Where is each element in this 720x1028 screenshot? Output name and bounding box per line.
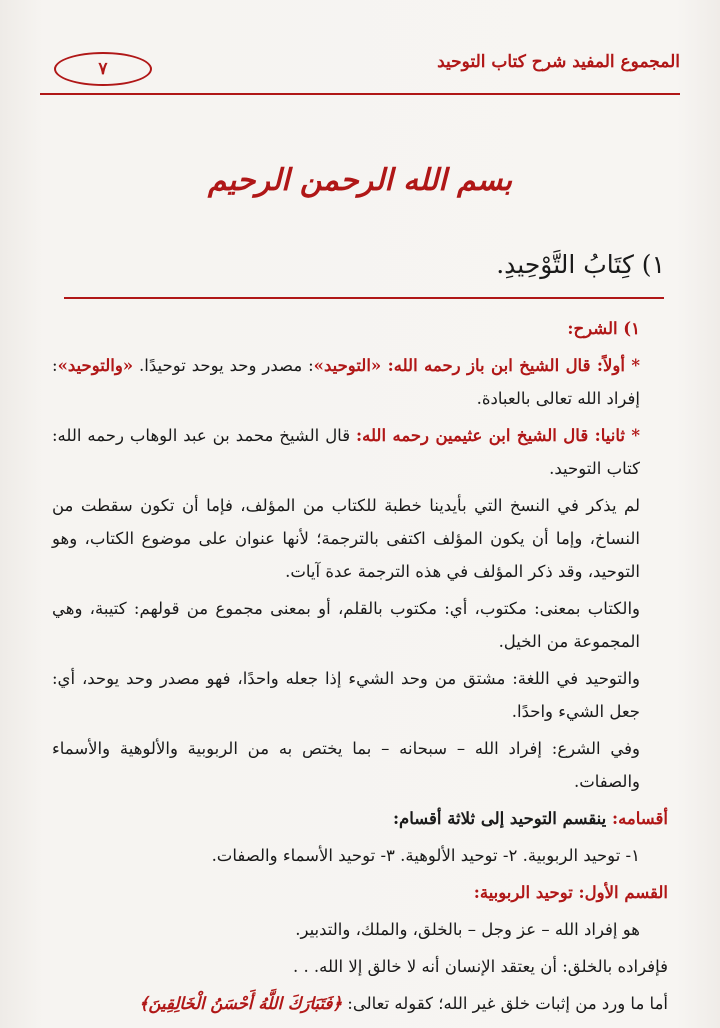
ibn-baz-rest: : إفراد الله تعالى بالعبادة. xyxy=(52,356,640,408)
basmala-calligraphy: بسم الله الرحمن الرحيم xyxy=(207,162,513,198)
paragraph-kitab-meaning: والكتاب بمعنى: مكتوب، أي: مكتوب بالقلم، أو بمعنى مجموع من قولهم: كتيبة، وهي المجموعة من الخيل. xyxy=(52,599,640,651)
paragraph-ibn-uthaymin xyxy=(52,419,668,485)
paragraph-creation: فإفراده بالخلق: أن يعتقد الإنسان أنه لا خالق إلا الله. . . xyxy=(292,957,668,976)
paragraph-rububiyya-definition: هو إفراد الله – عز وجل – بالخلق، والملك، والتدبير. xyxy=(295,920,640,939)
ibn-uthaymin-lead: * ثانيا: قال الشيخ ابن عثيمين رحمه الله: xyxy=(356,426,640,445)
paragraph-no-preface: لم يذكر في النسخ التي بأيدينا خطبة للكتاب من المؤلف، فإما أن تكون سقطت من النساخ، وإما أن يكون المؤلف اكتفى بالترجمة؛ لأنها عنوان على موضوع الكتاب، وهو التوحيد، وقد ذكر المؤلف في هذه الترجمة عدة آيات. xyxy=(52,496,640,581)
first-division-heading: القسم الأول: توحيد الربوبية: xyxy=(473,883,668,902)
paragraph-tawhid-language: والتوحيد في اللغة: مشتق من وحد الشيء إذا جعله واحدًا، فهو مصدر وحد يوحد، أي: جعل الشيء واحدًا. xyxy=(52,669,640,721)
sharh-heading: ١) الشرح: xyxy=(567,319,640,338)
book-title: المجموع المفيد شرح كتاب التوحيد xyxy=(437,52,680,72)
ibn-baz-lead: * أولاً: قال الشيخ ابن باز رحمه الله: «التوحيد» xyxy=(313,356,640,375)
paragraph-three-types: ١- توحيد الربوبية. ٢- توحيد الألوهية. ٣- توحيد الأسماء والصفات. xyxy=(211,846,640,865)
chapter-divider xyxy=(64,297,664,299)
chapter-title: ١) كِتَابُ التَّوْحِيدِ. xyxy=(496,250,665,279)
paragraph-verse xyxy=(52,987,668,1020)
ibn-baz-text: : مصدر وحد يوحد توحيدًا. xyxy=(133,356,314,375)
paragraph-tawhid-sharia: وفي الشرع: إفراد الله – سبحانه – بما يختص به من الربوبية والألوهية والأسماء والصفات. xyxy=(52,739,640,791)
divisions-text: ينقسم التوحيد إلى ثلاثة أقسام: xyxy=(392,809,612,828)
divisions-lead: أقسامه: xyxy=(612,809,668,828)
ibn-baz-term: «والتوحيد» xyxy=(57,356,134,375)
paragraph-divisions xyxy=(52,802,668,835)
commentary-body xyxy=(52,312,668,1024)
page-number-badge xyxy=(54,52,152,86)
header-divider xyxy=(40,93,680,95)
page-header xyxy=(40,48,680,88)
quran-verse: ﴿فَتَبَارَكَ اللَّهُ أَحْسَنُ الْخَالِقِينَ﴾ xyxy=(138,994,343,1013)
page-number: ٧ xyxy=(98,59,108,79)
verse-intro: أما ما ورد من إثبات خلق غير الله؛ كقوله تعالى: xyxy=(342,994,668,1013)
ibn-uthaymin-text: قال الشيخ محمد بن عبد الوهاب رحمه الله: كتاب التوحيد. xyxy=(52,426,640,478)
paragraph-ibn-baz xyxy=(52,349,668,415)
